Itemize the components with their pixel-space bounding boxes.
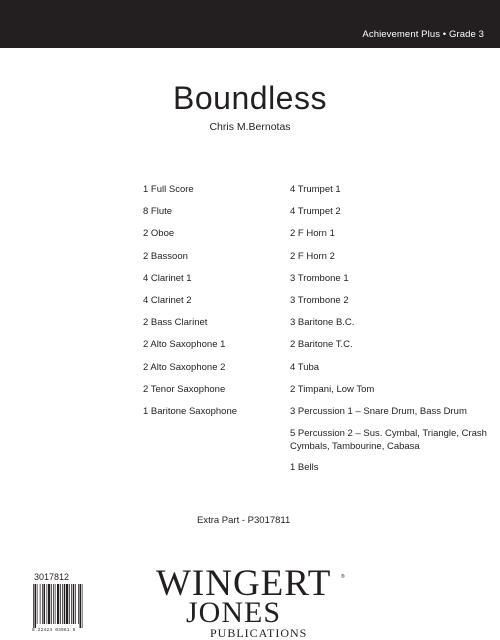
logo-trademark: ® <box>341 574 345 580</box>
part-item: 2 Baritone T.C. <box>290 339 353 351</box>
barcode-bar <box>53 584 54 624</box>
part-item: 5 Percussion 2 – Sus. Cymbal, Triangle, Crash Cymbals, Tambourine, Cabasa <box>290 428 487 453</box>
barcode-bar <box>57 584 59 624</box>
instrumentation-list-left <box>143 183 273 427</box>
publisher-logo <box>150 563 350 640</box>
part-item: 3 Percussion 1 – Snare Drum, Bass Drum <box>290 405 467 417</box>
part-item: 2 Alto Saxophone 2 <box>143 361 226 373</box>
barcode-bars <box>32 584 100 628</box>
barcode-bar <box>64 584 66 624</box>
barcode-bar <box>40 584 41 624</box>
part-item: 4 Clarinet 1 <box>143 272 192 284</box>
barcode-digits: 8 22424 03961 5 <box>32 628 76 633</box>
instrumentation-list-right <box>290 183 490 483</box>
barcode-bar <box>60 584 61 624</box>
barcode-bar <box>69 584 70 624</box>
logo-publications: PUBLICATIONS <box>210 626 308 640</box>
part-item: 2 Oboe <box>143 228 175 240</box>
part-item: 2 F Horn 2 <box>290 250 335 262</box>
part-item: 1 Full Score <box>143 184 194 195</box>
barcode-bar <box>82 584 83 628</box>
barcode-bar <box>80 584 82 628</box>
barcode-bar <box>33 584 34 628</box>
barcode-bar <box>62 584 63 624</box>
barcode-bar <box>55 584 56 624</box>
part-item: 2 F Horn 1 <box>290 228 335 240</box>
barcode-image <box>32 584 100 630</box>
part-item: 1 Bells <box>290 462 319 474</box>
part-item: 2 Alto Saxophone 1 <box>143 339 226 351</box>
series-grade-label: Achievement Plus • Grade 3 <box>362 29 484 40</box>
barcode-bar <box>73 584 75 624</box>
part-item: 8 Flute <box>143 206 173 218</box>
part-item: 2 Bass Clarinet <box>143 317 208 329</box>
part-item: 4 Trumpet 2 <box>290 206 341 218</box>
part-item: 3 Trombone 1 <box>290 272 349 284</box>
logo-jones: JONES <box>186 596 282 629</box>
part-item: 4 Clarinet 2 <box>143 294 192 306</box>
barcode-bar <box>47 584 48 624</box>
part-item: 2 Timpani, Low Tom <box>290 383 375 395</box>
barcode-bar <box>37 584 38 624</box>
barcode-bar <box>51 584 52 624</box>
barcode-bar <box>42 584 43 624</box>
barcode-bar <box>78 584 79 624</box>
composer-name: Chris M.Bernotas <box>209 121 291 133</box>
part-item: 4 Tuba <box>290 361 320 373</box>
barcode-bar <box>75 584 76 624</box>
logo-wingert: WINGERT <box>156 563 332 604</box>
barcode-bar <box>66 584 68 624</box>
barcode-bar <box>48 584 50 624</box>
part-item: 3 Baritone B.C. <box>290 317 355 329</box>
part-item: 2 Bassoon <box>143 250 188 262</box>
part-item: 4 Trumpet 1 <box>290 184 341 195</box>
barcode-bar <box>44 584 46 624</box>
part-item: 1 Baritone Saxophone <box>143 405 238 417</box>
piece-title: Boundless <box>173 80 327 116</box>
header-bar <box>0 0 500 48</box>
catalog-number: 3017812 <box>34 572 70 582</box>
part-item: 3 Trombone 2 <box>290 294 349 306</box>
barcode-bar <box>35 584 37 628</box>
part-item: 2 Tenor Saxophone <box>143 383 226 395</box>
extra-part-note: Extra Part - P3017811 <box>197 515 291 526</box>
barcode-bar <box>71 584 72 624</box>
